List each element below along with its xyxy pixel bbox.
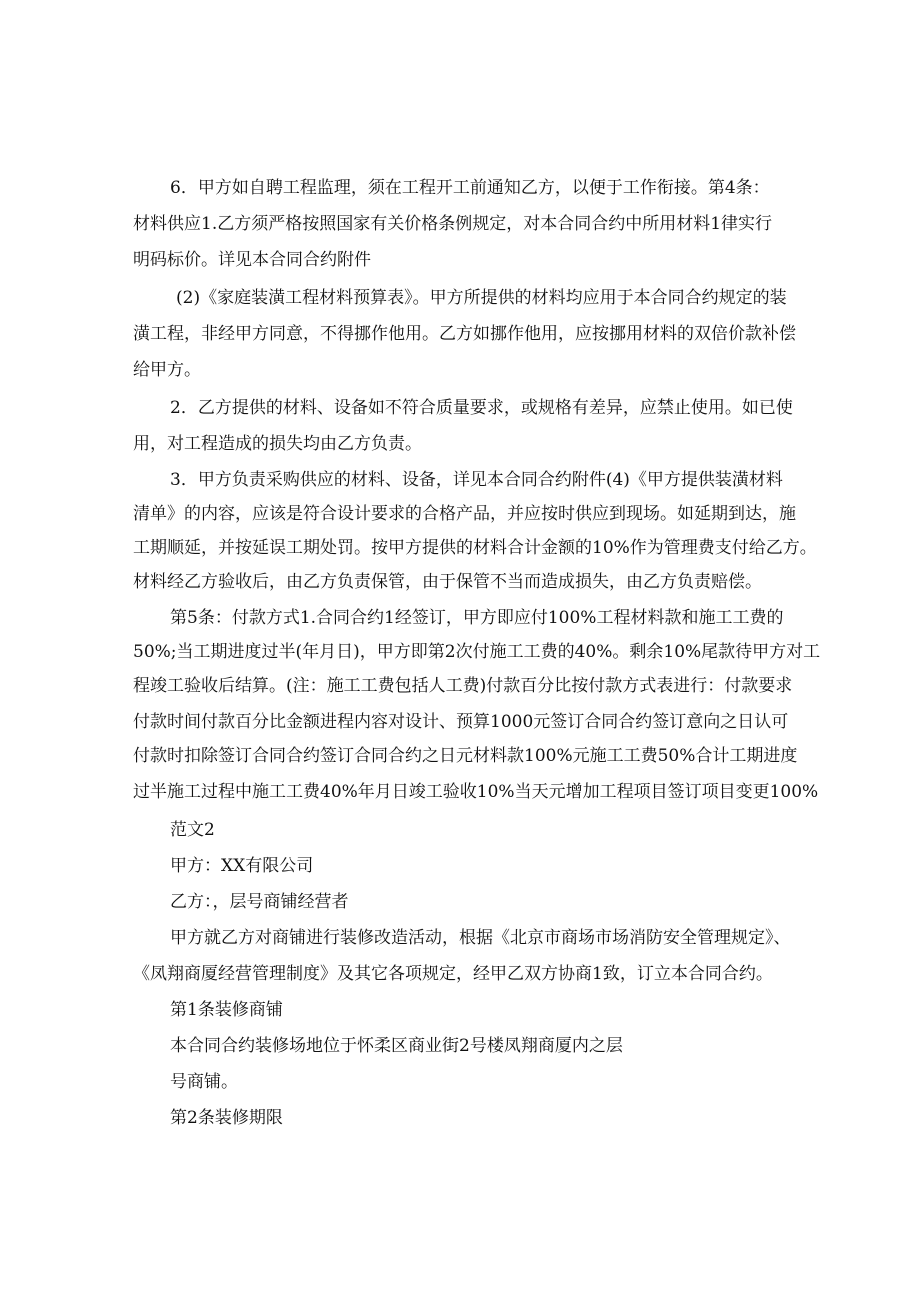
text-line: 第5条：付款方式1.合同合约1经签订，甲方即应付100%工程材料款和施工工费的 (170, 608, 784, 628)
text-line: 50%;当工期进度过半(年月日)，甲方即第2次付施工工费的40%。剩余10%尾款待甲方对工 (133, 642, 821, 662)
text-line: (2)《家庭装潢工程材料预算表》。甲方所提供的材料均应用于本合同合约规定的装 (176, 288, 787, 308)
text-line: 乙方：，层号商铺经营者 (170, 892, 349, 912)
text-line: 甲方：XX有限公司 (170, 856, 314, 876)
text-line: 用，对工程造成的损失均由乙方负责。 (133, 434, 422, 454)
text-line: 清单》的内容，应该是符合设计要求的合格产品，并应按时供应到现场。如延期到达，施 (133, 504, 796, 524)
text-line: 付款时扣除签订合同合约签订合同合约之日元材料款100%元施工工费50%合计工期进度 (133, 746, 798, 766)
text-line: 2．乙方提供的材料、设备如不符合质量要求，或规格有差异，应禁止使用。如已使 (170, 398, 793, 418)
text-line: 材料供应1.乙方须严格按照国家有关价格条例规定，对本合同合约中所用材料1律实行 (133, 214, 773, 234)
text-line: 材料经乙方验收后，由乙方负责保管，由于保管不当而造成损失，由乙方负责赔偿。 (133, 572, 762, 592)
text-line: 过半施工过程中施工工费40%年月日竣工验收10%当天元增加工程项目签订项目变更100% (133, 782, 819, 802)
section-heading: 范文2 (170, 820, 215, 840)
text-line: 付款时间付款百分比金额进程内容对设计、预算1000元签订合同合约签订意向之日认可 (133, 712, 789, 732)
text-line: 《凤翔商厦经营管理制度》及其它各项规定，经甲乙双方协商1致，订立本合同合约。 (133, 964, 773, 984)
text-line: 程竣工验收后结算。(注：施工工费包括人工费)付款百分比按付款方式表进行：付款要求 (133, 676, 793, 696)
text-line: 甲方就乙方对商铺进行装修改造活动，根据《北京市商场市场消防安全管理规定》、 (170, 928, 791, 948)
text-line: 潢工程，非经甲方同意，不得挪作他用。乙方如挪作他用，应按挪用材料的双倍价款补偿 (133, 324, 796, 344)
text-line: 本合同合约装修场地位于怀柔区商业街2号楼凤翔商厦内之层 (170, 1036, 623, 1056)
text-line: 号商铺。 (170, 1072, 238, 1092)
text-line: 明码标价。详见本合同合约附件 (133, 250, 371, 270)
text-line: 第2条装修期限 (170, 1108, 283, 1128)
text-line: 给甲方。 (133, 360, 201, 380)
text-line: 6．甲方如自聘工程监理，须在工程开工前通知乙方，以便于工作衔接。第4条： (170, 178, 770, 198)
text-line: 3．甲方负责采购供应的材料、设备，详见本合同合约附件(4)《甲方提供装潢材料 (170, 470, 783, 490)
text-line: 第1条装修商铺 (170, 1000, 283, 1020)
text-line: 工期顺延，并按延误工期处罚。按甲方提供的材料合计金额的10%作为管理费支付给乙方。 (133, 538, 817, 558)
